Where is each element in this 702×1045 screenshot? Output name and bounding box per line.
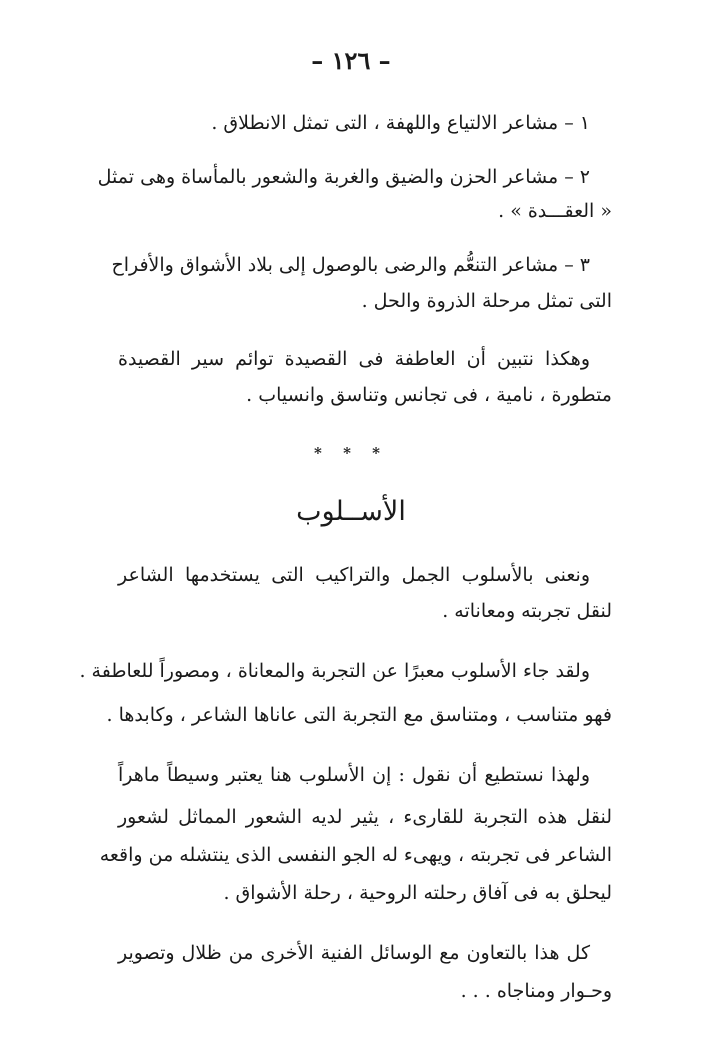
list-item-2-line-2: « العقـــدة » . — [498, 200, 612, 222]
list-item-3-line-1: ٣ – مشاعر التنعُّم والرضى بالوصول إلى بلاد الأشواق والأفراح — [111, 254, 590, 276]
paragraph-3-line-1: ولقد جاء الأسلوب معبرًا عن التجربة والمعاناة ، ومصوراً للعاطفة . — [79, 660, 590, 682]
paragraph-5-line-1: كل هذا بالتعاون مع الوسائل الفنية الأخرى من ظلال وتصوير — [118, 942, 590, 964]
paragraph-1-line-1: وهكذا نتبين أن العاطفة فى القصيدة توائم سير القصيدة — [118, 348, 590, 370]
paragraph-4-line-3: الشاعر فى تجربته ، ويهىء له الجو النفسى الذى ينتشله من واقعه — [99, 844, 612, 866]
page-number: – ١٢٦ – — [311, 46, 391, 75]
paragraph-5-line-2: وحـوار ومناجاه . . . — [460, 980, 612, 1002]
paragraph-4-line-1: ولهذا نستطيع أن نقول : إن الأسلوب هنا يعتبر وسيطاً ماهراً — [118, 764, 590, 786]
list-item-3-line-2: التى تمثل مرحلة الذروة والحل . — [361, 290, 612, 312]
paragraph-4-line-4: ليحلق به فى آفاق رحلته الروحية ، رحلة الأشواق . — [223, 882, 612, 904]
paragraph-4-line-2: لنقل هذه التجربة للقارىء ، يثير لديه الشعور المماثل لشعور — [118, 806, 612, 828]
list-item-1-line-1: ١ – مشاعر الالتياع واللهفة ، التى تمثل الانطلاق . — [211, 112, 590, 134]
paragraph-2-line-1: ونعنى بالأسلوب الجمل والتراكيب التى يستخدمها الشاعر — [118, 564, 590, 586]
paragraph-2-line-2: لنقل تجربته ومعاناته . — [442, 600, 612, 622]
paragraph-3-line-2: فهو متناسب ، ومتناسق مع التجربة التى عاناها الشاعر ، وكابدها . — [106, 704, 612, 726]
section-separator: * * * — [314, 444, 388, 462]
list-item-2-line-1: ٢ – مشاعر الحزن والضيق والغربة والشعور بالمأساة وهى تمثل — [97, 166, 590, 188]
paragraph-1-line-2: متطورة ، نامية ، فى تجانس وتناسق وانسياب . — [246, 384, 612, 406]
section-title: الأســلوب — [296, 496, 406, 527]
